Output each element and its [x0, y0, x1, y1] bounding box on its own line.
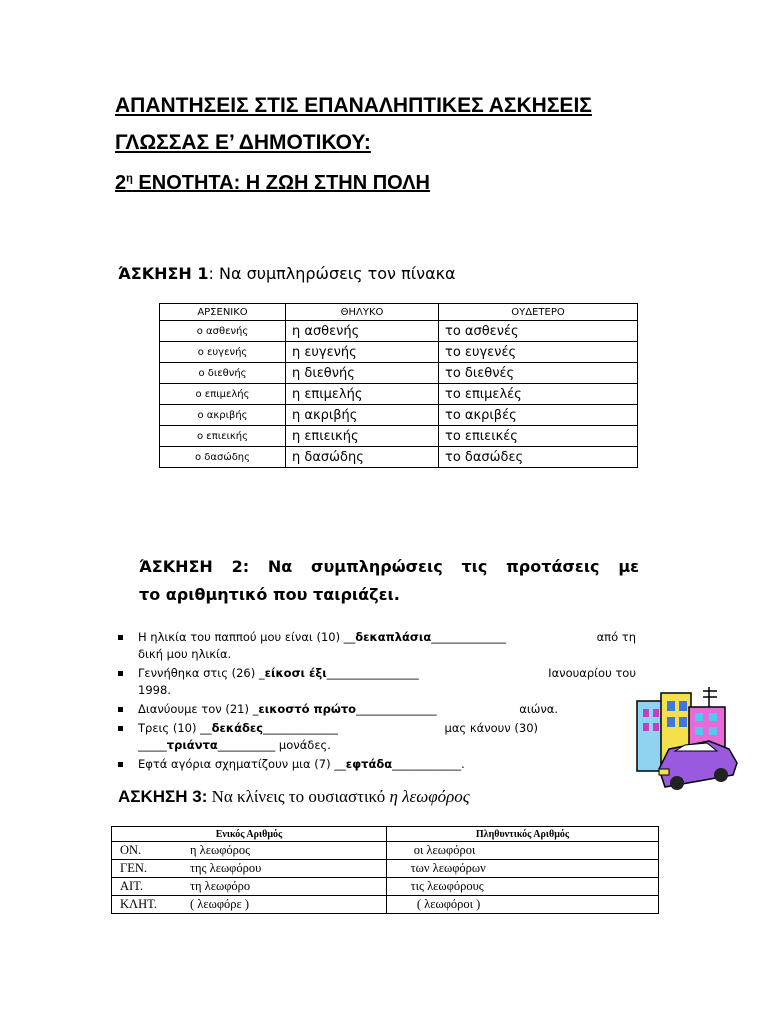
title-line-2: ΓΛΩΣΣΑΣ Ε’ ΔΗΜΟΤΙΚΟΥ: [115, 131, 371, 154]
cell: ΟΝ. η λεωφόρος [112, 842, 387, 860]
cell: το επιμελές [439, 384, 638, 405]
exercise-1-heading [118, 264, 456, 283]
exercise-2-list [118, 629, 636, 775]
exercise-2-label: ΆΣΚΗΣΗ 2 [139, 557, 243, 576]
table-row [160, 342, 638, 363]
table-header-row [112, 827, 659, 842]
answer: δεκάδες [211, 721, 264, 735]
cell: ΑΙΤ. τη λεωφόρο [112, 878, 387, 896]
cell: το διεθνές [439, 363, 638, 384]
bullet-icon [118, 671, 123, 676]
cell: ο διεθνής [160, 363, 286, 384]
bullet-icon [118, 726, 123, 731]
table-row [160, 321, 638, 342]
cell: ο ασθενής [160, 321, 286, 342]
header-masculine: ΑΡΣΕΝΙΚΟ [160, 304, 286, 321]
cell: η ακριβής [286, 405, 439, 426]
cell: ΚΛΗΤ. ( λεωφόρε ) [112, 896, 387, 914]
table-row [160, 405, 638, 426]
table-row [160, 384, 638, 405]
exercise-3-table [111, 826, 659, 914]
cell: το δασώδες [439, 447, 638, 468]
list-item: Διανύουμε τον (21) _εικοστό πρώτο______________ αιώνα. [118, 701, 558, 718]
cell: οι λεωφόροι [387, 842, 659, 860]
title-line-1: ΑΠΑΝΤΗΣΕΙΣ ΣΤΙΣ ΕΠΑΝΑΛΗΠΤΙΚΕΣ ΑΣΚΗΣΕΙΣ [115, 94, 592, 117]
header-plural: Πληθυντικός Αριθμός [387, 827, 659, 842]
answer: δεκαπλάσια [355, 630, 432, 644]
cell: η ασθενής [286, 321, 439, 342]
city-car-clipart-icon [625, 683, 743, 795]
cell: ΓΕΝ. της λεωφόρου [112, 860, 387, 878]
cell: των λεωφόρων [387, 860, 659, 878]
table-row [112, 842, 659, 860]
table-row [160, 363, 638, 384]
cell: η διεθνής [286, 363, 439, 384]
cell: το επιεικές [439, 426, 638, 447]
table-row [160, 447, 638, 468]
cell: η επιεικής [286, 426, 439, 447]
list-item: Τρεις (10) __δεκάδες_____________ μας κάνουν (30) _____τριάντα__________ μονάδες. [118, 720, 538, 754]
cell: η επιμελής [286, 384, 439, 405]
answer: είκοσι έξι [264, 666, 327, 680]
table-row [112, 878, 659, 896]
exercise-2-instruction-1: : Να συμπληρώσεις τις προτάσεις με [242, 557, 639, 576]
table-row [112, 896, 659, 914]
exercise-1-label: ΆΣΚΗΣΗ 1 [118, 264, 209, 283]
table-row [112, 860, 659, 878]
exercise-1-instruction: : Να συμπληρώσεις τον πίνακα [208, 264, 456, 283]
list-item: Η ηλικία του παππού μου είναι (10) __δεκαπλάσια_____________ από τη δική μου ηλικία. [118, 629, 636, 663]
table-row [160, 426, 638, 447]
answer: εφτάδα [345, 757, 393, 771]
cell: ο ακριβής [160, 405, 286, 426]
cell: ο επιμελής [160, 384, 286, 405]
bullet-icon [118, 762, 123, 767]
header-neuter: ΟΥΔΕΤΕΡΟ [439, 304, 638, 321]
list-item: Γεννήθηκα στις (26) _είκοσι έξι________________ Ιανουαρίου του 1998. [118, 665, 636, 699]
cell: το ακριβές [439, 405, 638, 426]
table-header-row [160, 304, 638, 321]
exercise-2-heading [139, 553, 639, 609]
cell: τις λεωφόρους [387, 878, 659, 896]
list-item: Εφτά αγόρια σχηματίζουν μια (7) __εφτάδα____________. [118, 756, 636, 773]
cell: το ασθενές [439, 321, 638, 342]
exercise-1-table [159, 303, 638, 468]
unit-title: $2^\eta$ ΕΝΟΤΗΤΑ: Η ΖΩΗ ΣΤΗΝ ΠΟΛΗ [115, 172, 430, 194]
cell: το ευγενές [439, 342, 638, 363]
cell: η δασώδης [286, 447, 439, 468]
answer: εικοστό πρώτο [258, 702, 357, 716]
header-feminine: ΘΗΛΥΚΟ [286, 304, 439, 321]
cell: ο ευγενής [160, 342, 286, 363]
bullet-icon [118, 707, 123, 712]
bullet-icon [118, 635, 123, 640]
header-singular: Ενικός Αριθμός [112, 827, 387, 842]
exercise-3-label: ΑΣΚΗΣΗ 3: [118, 787, 208, 806]
cell: ο επιεικής [160, 426, 286, 447]
cell: η ευγενής [286, 342, 439, 363]
exercise-3-heading [118, 787, 470, 807]
exercise-2-instruction-2: το αριθμητικό που ταιριάζει. [139, 585, 400, 604]
exercise-3-noun: η λεωφόρος [389, 787, 470, 806]
cell: ο δασώδης [160, 447, 286, 468]
cell: ( λεωφόροι ) [387, 896, 659, 914]
exercise-3-instruction: Να κλίνεις το ουσιαστικό [207, 787, 390, 806]
answer: τριάντα [166, 738, 218, 752]
